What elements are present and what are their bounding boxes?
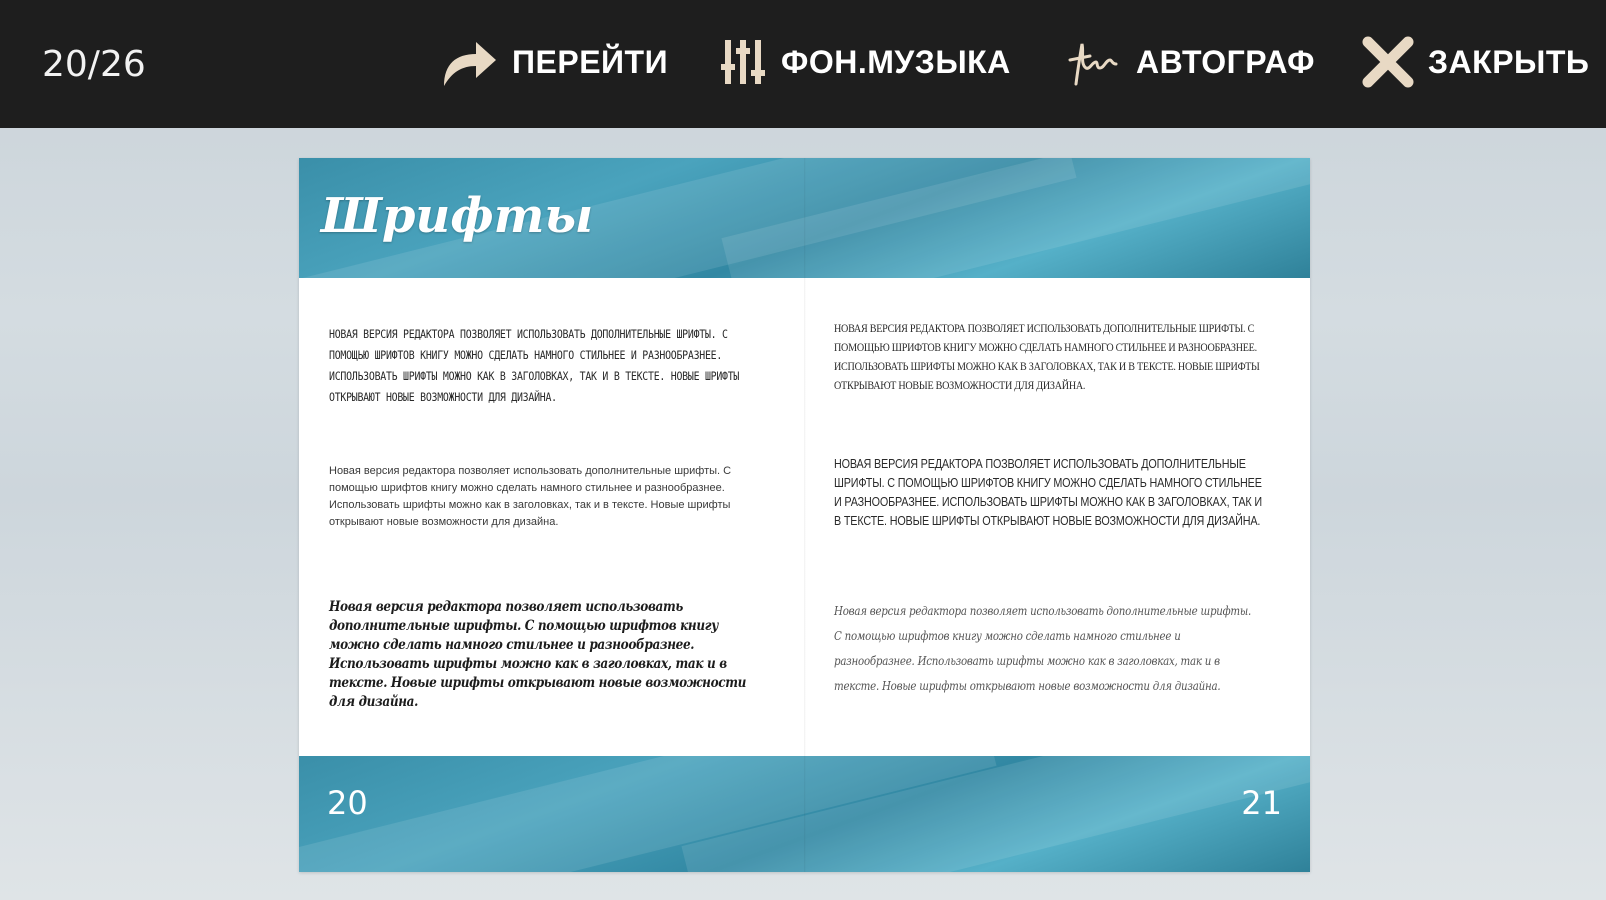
paragraph-handwritten: Новая версия редактора позволяет использовать дополнительные шрифты. С помощью шрифтов книгу можно сделать намного стильнее и разнообразнее. Использовать шрифты можно как в заголовках, так и в тексте. Новые шрифты открывают новые возможности для дизайна.: [834, 603, 1251, 693]
paragraph-caps-sans: НОВАЯ ВЕРСИЯ РЕДАКТОРА ПОЗВОЛЯЕТ ИСПОЛЬЗОВАТЬ ДОПОЛНИТЕЛЬНЫЕ ШРИФТЫ. С ПОМОЩЬЮ ШРИФТОВ КНИГУ МОЖНО СДЕЛАТЬ НАМНОГО СТИЛЬНЕЕ И РАЗНООБРАЗНЕЕ. ИСПОЛЬЗОВАТЬ ШРИФТЫ МОЖНО КАК В ЗАГОЛОВКАХ, ТАК И В ТЕКСТЕ. НОВЫЕ ШРИФТЫ ОТКРЫВАЮТ НОВЫЕ ВОЗМОЖНОСТИ ДЛЯ ДИЗАЙНА.: [834, 456, 1262, 528]
background-music-button[interactable]: [719, 30, 1011, 94]
goto-label: ПЕРЕЙТИ: [512, 43, 669, 80]
book-spine: [804, 158, 806, 872]
page-counter: 20/26: [42, 44, 146, 85]
goto-button[interactable]: [438, 30, 668, 94]
equalizer-icon: [719, 38, 767, 86]
arrow-forward-icon: [438, 36, 498, 88]
top-toolbar: [0, 0, 1606, 128]
paragraph-light-sans: Новая версия редактора позволяет использовать дополнительные шрифты. С помощью шрифтов книгу можно сделать намного стильнее и разнообразнее. Использовать шрифты можно как в заголовках, так и в тексте. Новые шрифты открывают новые возможности для дизайна.: [329, 465, 732, 528]
close-label: ЗАКРЫТЬ: [1428, 43, 1590, 80]
paragraph-caps-narrow: НОВАЯ ВЕРСИЯ РЕДАКТОРА ПОЗВОЛЯЕТ ИСПОЛЬЗОВАТЬ ДОПОЛНИТЕЛЬНЫЕ ШРИФТЫ. С ПОМОЩЬЮ ШРИФТОВ КНИГУ МОЖНО СДЕЛАТЬ НАМНОГО СТИЛЬНЕЕ И РАЗНООБРАЗНЕЕ. ИСПОЛЬЗОВАТЬ ШРИФТЫ МОЖНО КАК В ЗАГОЛОВКАХ, ТАК И В ТЕКСТЕ. НОВЫЕ ШРИФТЫ ОТКРЫВАЮТ НОВЫЕ ВОЗМОЖНОСТИ ДЛЯ ДИЗАЙНА.: [329, 327, 740, 404]
signature-icon: [1066, 38, 1122, 86]
paragraph-bold-script: Новая версия редактора позволяет использовать дополнительные шрифты. С помощью шрифтов книгу можно сделать намного стильнее и разнообразнее. Использовать шрифты можно как в заголовках, так и в тексте. Новые шрифты открывают новые возможности для дизайна.: [329, 599, 747, 710]
close-button[interactable]: [1362, 30, 1589, 94]
autograph-button[interactable]: [1066, 30, 1315, 94]
left-page-number: 20: [327, 784, 368, 822]
book-page-title: Шрифты: [321, 188, 594, 244]
book-spread[interactable]: [299, 158, 1310, 872]
background-music-label: ФОН.МУЗЫКА: [781, 43, 1011, 80]
close-icon: [1362, 36, 1414, 88]
autograph-label: АВТОГРАФ: [1136, 43, 1315, 80]
paragraph-caps-serif: НОВАЯ ВЕРСИЯ РЕДАКТОРА ПОЗВОЛЯЕТ ИСПОЛЬЗОВАТЬ ДОПОЛНИТЕЛЬНЫЕ ШРИФТЫ. С ПОМОЩЬЮ ШРИФТОВ КНИГУ МОЖНО СДЕЛАТЬ НАМНОГО СТИЛЬНЕЕ И РАЗНООБРАЗНЕЕ. ИСПОЛЬЗОВАТЬ ШРИФТЫ МОЖНО КАК В ЗАГОЛОВКАХ, ТАК И В ТЕКСТЕ. НОВЫЕ ШРИФТЫ ОТКРЫВАЮТ НОВЫЕ ВОЗМОЖНОСТИ ДЛЯ ДИЗАЙНА.: [834, 323, 1260, 392]
right-page-number: 21: [1241, 784, 1282, 822]
